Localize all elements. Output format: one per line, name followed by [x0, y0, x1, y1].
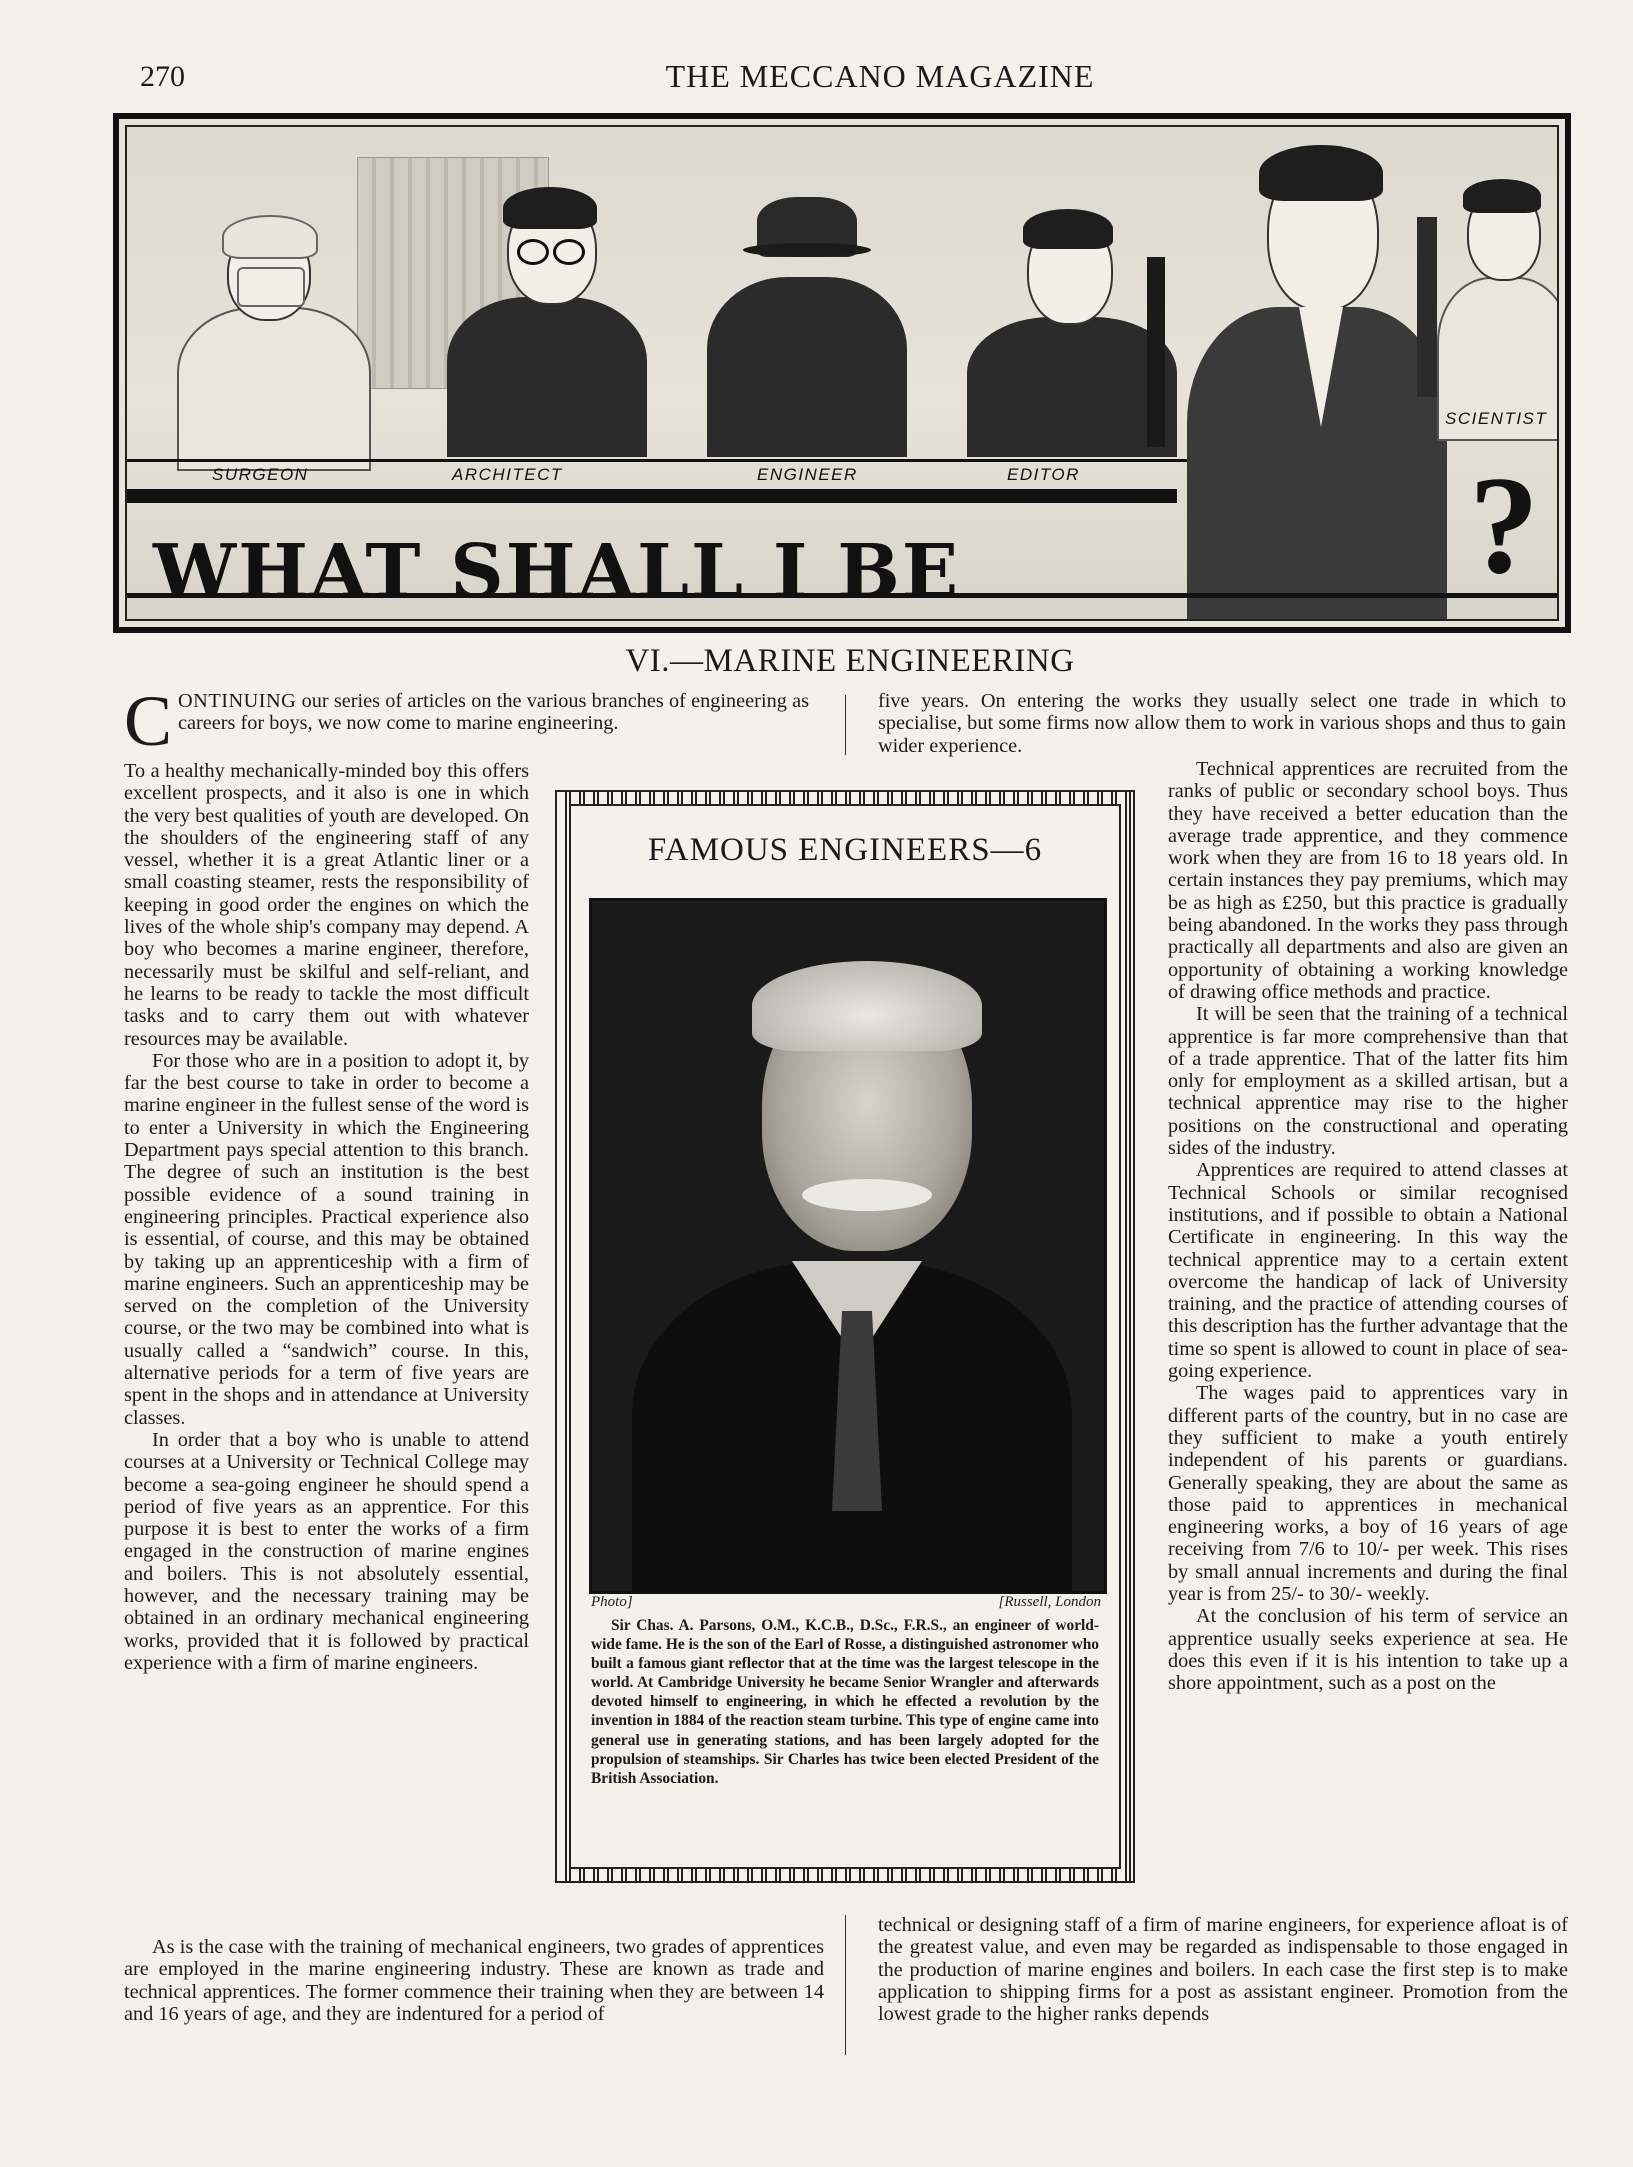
- label-editor: EDITOR: [1007, 465, 1080, 484]
- engineer-figure: [707, 157, 917, 457]
- question-mark: ?: [1469, 448, 1539, 603]
- photo-caption: [591, 1616, 1099, 1788]
- label-engineer: ENGINEER: [757, 465, 858, 484]
- scientist-figure: [1417, 167, 1559, 437]
- intro-smallcaps: ONTINUING: [178, 690, 297, 712]
- column-rule-bottom: [845, 1915, 846, 2055]
- intro-first-line: our series of articles on the various branches of engineering as careers for boys, we now come to marine engineering.: [178, 690, 809, 735]
- right-column: [1168, 758, 1568, 1694]
- label-band: [127, 459, 1187, 462]
- left-paragraph-2: For those who are in a position to adopt it, by far the best course to take in order to become a marine engineer in the fullest sense of the word is to enter a University in which the Engineering Department pays special attention to this branch. The degree of such an institution is the best possible evidence of a sound training in engineering principles. Practical experience also is essential, of course, and this may be obtained by taking up an apprenticeship with a firm of marine engineers. Such an apprenticeship may be served on the completion of the University course, or the two may be combined into what is usually called a “sandwich” course. In this, alternative periods for a term of five years are spent in the shops and in attendance at University classes.: [124, 1049, 529, 1429]
- right-paragraph-3: Apprentices are required to attend classes at Technical Schools or similar recognised institutions, and if possible to obtain a National Certificate in engineering. In this way the technical apprentice may to a certain extent overcome the handicap of lack of University training, and the practice of attending courses of this description has the further advantage that the time so spent is allowed to count in place of sea-going experience.: [1168, 1159, 1568, 1383]
- bottom-right-text: technical or designing staff of a firm of marine engineers, for experience afloat is of the greatest value, and even may be regarded as indispensable to those engaged in the production of marine engines and boilers. In each case the first step is to make application to shipping firms for a post as assistant engineer. Promotion from the lowest grade to the higher ranks depends: [878, 1914, 1568, 2026]
- label-scientist: SCIENTIST: [1445, 409, 1548, 428]
- bottom-left-paragraph: [124, 1936, 824, 2025]
- left-paragraph-1: To a healthy mechanically-minded boy this offers excellent prospects, and it also is one in which the very best qualities of youth are developed. On the shoulders of the engineering staff of any vessel, whether it is a great Atlantic liner or a small coasting steamer, rests the responsibility of keeping in good order the engines on which the lives of the whole ship's company may depend. A boy who becomes a marine engineer, therefore, necessarily must be skilful and self-reliant, and he learns to be ready to tackle the most difficult tasks and to carry them out with whatever resources may be available.: [124, 760, 529, 1050]
- intro-paragraph: [124, 681, 809, 761]
- surgeon-figure: [137, 187, 397, 467]
- photo-caption-text: Sir Chas. A. Parsons, O.M., K.C.B., D.Sc., F.R.S., an engineer of world-wide fame. He is the son of the Earl of Rosse, a distinguished astronomer who built a famous giant reflector that at the time was the largest telescope in the world. At Cambridge University he became Senior Wrangler and afterwards devoted himself to engineering, in which he effected a revolution by the invention in 1884 of the reaction steam turbine. This type of engine came into general use in generating stations, and has been largely adopted for the propulsion of steamships. Sir Charles has twice been elected President of the British Association.: [591, 1617, 1099, 1787]
- left-column: [124, 760, 529, 1674]
- architect-figure: [437, 157, 657, 457]
- bottom-right-paragraph: [878, 1914, 1568, 2025]
- bottom-left-text: As is the case with the training of mechanical engineers, two grades of apprentices are employed in the marine engineering industry. These are known as trade and technical apprentices. The former commence their training when they are between 14 and 16 years of age, and they are indentured for a period of: [124, 1936, 824, 2025]
- page-number: 270: [140, 60, 185, 93]
- young-man-figure: [1187, 137, 1447, 621]
- right-paragraph-2: It will be seen that the training of a technical apprentice is far more comprehensive than that of a trade apprentice. That of the latter fits him only for employment as a skilled artisan, but a technical apprentice may rise to the higher positions on the constructional and operating sides of the industry.: [1168, 1003, 1568, 1160]
- editor-figure: [957, 217, 1187, 457]
- portrait-photo: [589, 898, 1107, 1594]
- banner-headline: WHAT SHALL I BE: [153, 529, 961, 615]
- top-right-paragraph: [878, 690, 1566, 757]
- label-architect: ARCHITECT: [452, 465, 563, 484]
- right-paragraph-4: The wages paid to apprentices vary in different parts of the country, but in no case are they sufficient to make a youth entirely independent of his parents or guardians. Generally speaking, they are about the same as those paid to apprentices in mechanical engineering works, a boy of 16 years of age receiving from 7/6 to 10/- per week. This rises by small annual increments and during the final year is from 25/- to 30/- weekly.: [1168, 1382, 1568, 1605]
- top-right-text: five years. On entering the works they usually select one trade in which to specialise, but some firms now allow them to work in various shops and thus to gain wider experience.: [878, 690, 1566, 757]
- right-paragraph-5: At the conclusion of his term of service an apprentice usually seeks experience at sea. He does this even if it is his intention to take up a shore appointment, such as a post on the: [1168, 1605, 1568, 1695]
- microscope-icon: [1417, 217, 1437, 397]
- magazine-title: THE MECCANO MAGAZINE: [665, 58, 1095, 94]
- famous-engineers-inset: [555, 790, 1135, 1883]
- right-paragraph-1: Technical apprentices are recruited from the ranks of public or secondary school boys. Thus they have received a better education than the average trade apprentice, and they commence work when they are from 16 to 18 years old. In certain instances they pay premiums, which may be as high as £250, but this practice is gradually being abandoned. In the works they pass through practically all departments and also are given an opportunity of obtaining a working knowledge of drawing office methods and practice.: [1168, 758, 1568, 1003]
- photo-credit-left: Photo]: [591, 1594, 633, 1610]
- section-title: VI.—MARINE ENGINEERING: [625, 643, 1075, 679]
- banner-illustration: [113, 113, 1571, 633]
- inset-title: FAMOUS ENGINEERS—6: [647, 832, 1043, 868]
- left-paragraph-3: In order that a boy who is unable to attend courses at a University or Technical College may become a sea-going engineer he should spend a period of five years as an apprentice. For this purpose it is best to enter the works of a firm engaged in the construction of marine engines and boilers. This is not absolutely essential, however, and the necessary training may be obtained in an ordinary mechanical engineering works, provided that it is followed by practical experience with a firm of marine engineers.: [124, 1428, 529, 1674]
- drop-cap: C: [124, 681, 173, 761]
- column-rule-top: [845, 695, 846, 755]
- photo-credit-right: [Russell, London: [998, 1594, 1101, 1610]
- telephone-icon: [1147, 257, 1165, 447]
- label-surgeon: SURGEON: [212, 465, 309, 484]
